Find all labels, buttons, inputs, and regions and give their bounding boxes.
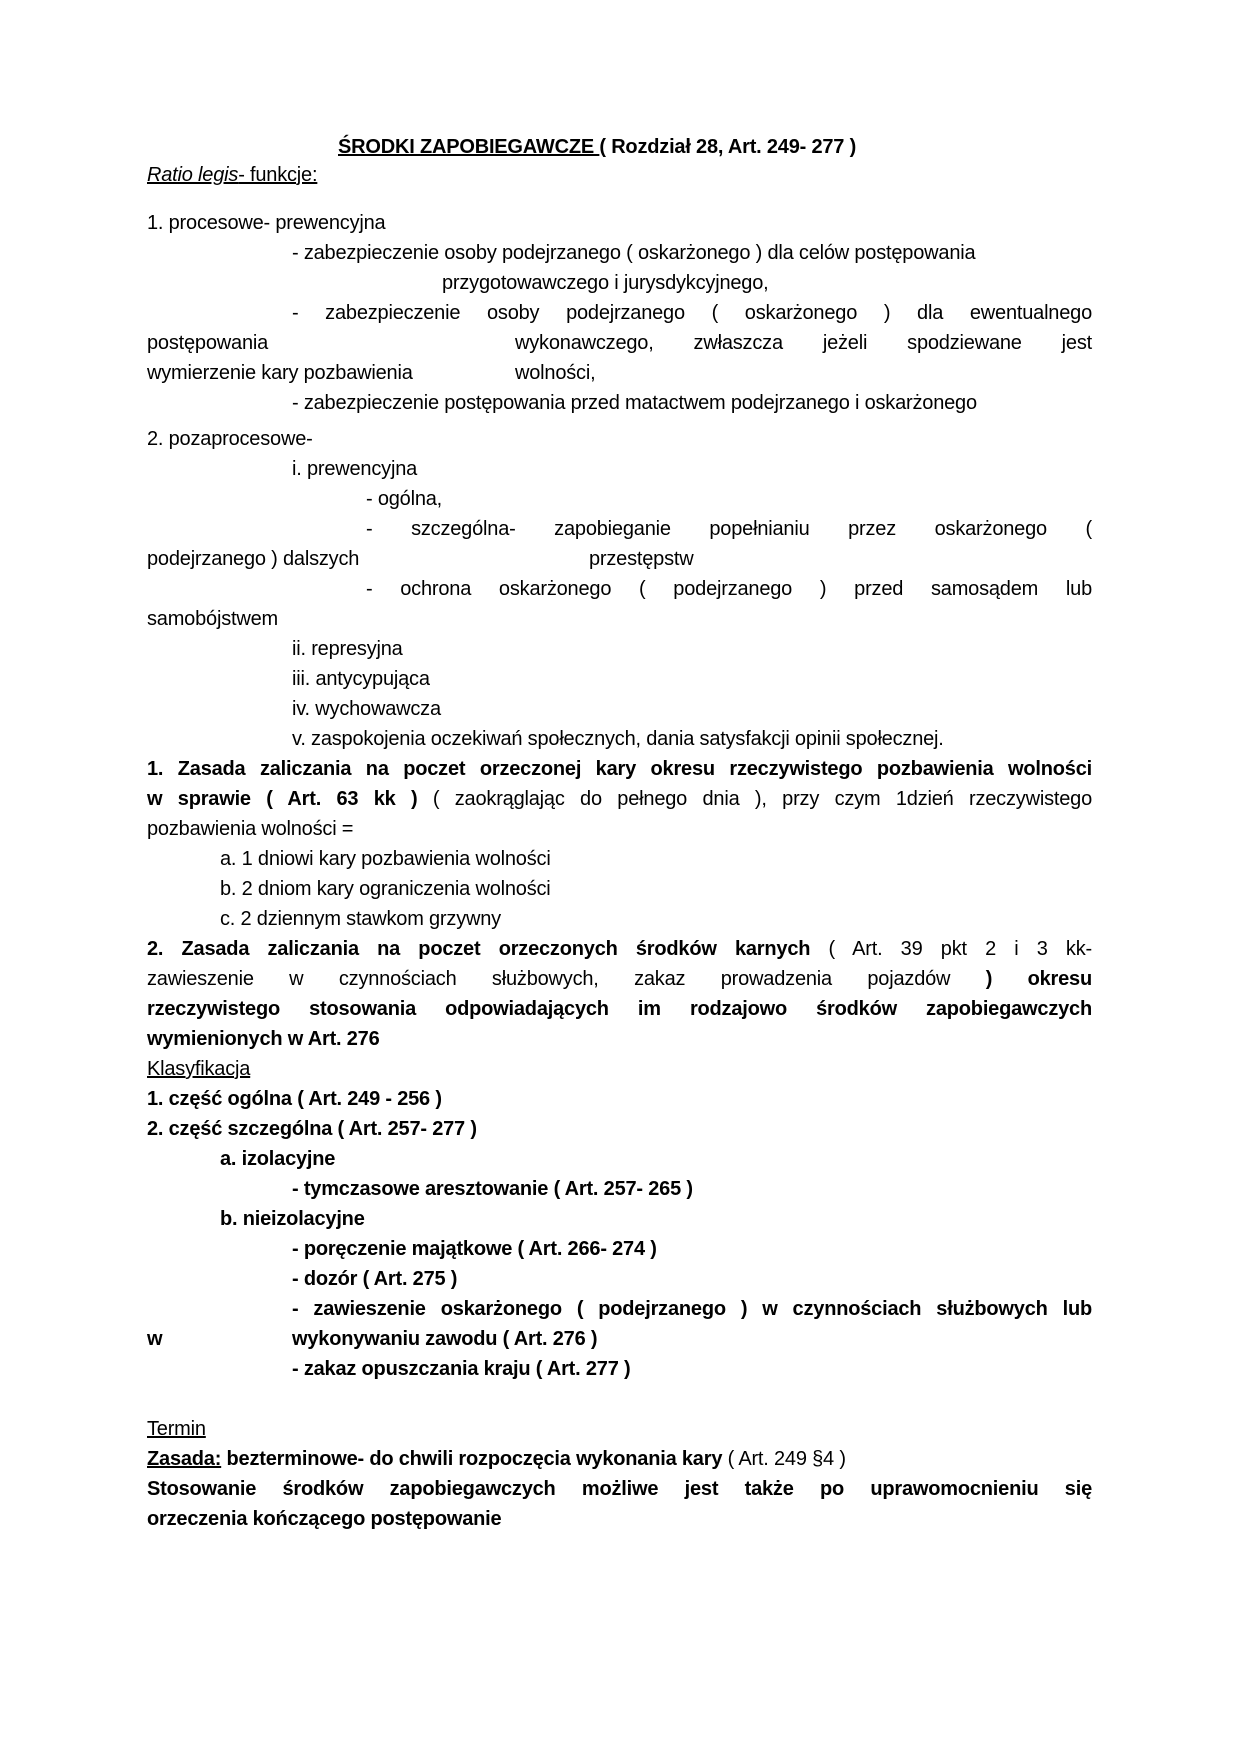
termin-stosowanie-line2: orzeczenia kończącego postępowanie [147, 1508, 502, 1530]
func-i-b2-right: przestępstw [589, 548, 694, 570]
func-i-b2-left: podejrzanego ) dalszych [147, 548, 360, 570]
zasada2-line4: wymienionych w Art. 276 [147, 1028, 380, 1050]
termin-zasada-bold: bezterminowe- do chwili rozpoczęcia wykonania kary [221, 1448, 723, 1470]
func-p2b-left: postępowania [147, 332, 269, 354]
zasada2-line3: rzeczywistego stosowania odpowiadających im rodzajowo środków zapobiegawczych [147, 998, 1092, 1020]
zasada2-line2-rest: zawieszenie w czynnościach służbowych, zakaz prowadzenia pojazdów [147, 968, 986, 990]
func-p2a: - zabezpieczenie osoby podejrzanego ( oskarżonego ) dla ewentualnego [292, 302, 1092, 324]
ratio-legis-label: Ratio legis [147, 164, 239, 186]
func-v: v. zaspokojenia oczekiwań społecznych, dania satysfakcji opinii społecznej. [292, 728, 944, 750]
zasada1-line3: pozbawienia wolności = [147, 818, 354, 840]
func-i: i. prewencyjna [292, 458, 418, 480]
klasyfikacja-heading: Klasyfikacja [147, 1058, 251, 1080]
zasada2-line1-bold: 2. Zasada zaliczania na poczet orzeczonych środków karnych [147, 938, 811, 960]
klasyfikacja-a: a. izolacyjne [220, 1148, 336, 1170]
zasada1-line2 [147, 784, 1092, 814]
func-iv: iv. wychowawcza [292, 698, 441, 720]
func-p2c-left: wymierzenie kary pozbawienia [147, 362, 413, 384]
ratio-legis-heading [147, 160, 317, 190]
title-main: ŚRODKI ZAPOBIEGAWCZE [338, 136, 600, 158]
zasada2-line1 [147, 934, 1092, 964]
func-p2b-right: wykonawczego, zwłaszcza jeżeli spodziewane jest [515, 332, 1092, 354]
klasyfikacja-b: b. nieizolacyjne [220, 1208, 365, 1230]
func-iii: iii. antycypująca [292, 668, 430, 690]
termin-heading: Termin [147, 1418, 206, 1440]
termin-zasada-rest: ( Art. 249 §4 ) [722, 1448, 846, 1470]
termin-stosowanie-line1: Stosowanie środków zapobiegawczych możliwe jest także po uprawomocnieniu się [147, 1478, 1092, 1500]
klasyfikacja-b2: - dozór ( Art. 275 ) [292, 1268, 458, 1290]
klasyfikacja-b3b: wykonywaniu zawodu ( Art. 276 ) [292, 1328, 598, 1350]
zasada1-line2-bold: w sprawie ( Art. 63 kk ) [147, 788, 418, 810]
zasada1-line1: 1. Zasada zaliczania na poczet orzeczonej kary okresu rzeczywistego pozbawienia wolności [147, 758, 1092, 780]
func-pozaprocesowe: 2. pozaprocesowe- [147, 428, 313, 450]
func-ii: ii. represyjna [292, 638, 403, 660]
func-i-c2: samobójstwem [147, 608, 278, 630]
klasyfikacja-ogolna: 1. część ogólna ( Art. 249 - 256 ) [147, 1088, 442, 1110]
func-p2c-right: wolności, [515, 362, 596, 384]
termin-zasada [147, 1444, 846, 1474]
ratio-legis-rest: - funkcje: [238, 164, 318, 186]
zasada2-line1-rest: ( Art. 39 pkt 2 i 3 kk- [810, 938, 1092, 960]
func-p1b: przygotowawczego i jurysdykcyjnego, [442, 272, 769, 294]
func-i-b1: - szczególna- zapobieganie popełnianiu przez oskarżonego ( [366, 518, 1092, 540]
termin-zasada-label: Zasada: [147, 1448, 222, 1470]
func-i-c1: - ochrona oskarżonego ( podejrzanego ) przed samosądem lub [366, 578, 1092, 600]
klasyfikacja-szczegolna: 2. część szczególna ( Art. 257- 277 ) [147, 1118, 477, 1140]
klasyfikacja-b4: - zakaz opuszczania kraju ( Art. 277 ) [292, 1358, 631, 1380]
title-sub: ( Rozdział 28, Art. 249- 277 ) [599, 136, 857, 158]
zasada1-a: a. 1 dniowi kary pozbawienia wolności [220, 848, 551, 870]
zasada1-c: c. 2 dziennym stawkom grzywny [220, 908, 501, 930]
klasyfikacja-b1: - poręczenie majątkowe ( Art. 266- 274 ) [292, 1238, 657, 1260]
zasada1-line2-rest: ( zaokrąglając do pełnego dnia ), przy czym 1dzień rzeczywistego [417, 788, 1092, 810]
klasyfikacja-b3a: - zawieszenie oskarżonego ( podejrzanego ) w czynnościach służbowych lub [292, 1298, 1092, 1320]
klasyfikacja-b3-w: w [147, 1328, 163, 1350]
document-title [338, 132, 856, 162]
func-p3: - zabezpieczenie postępowania przed matactwem podejrzanego i oskarżonego [292, 392, 977, 414]
func-i-a: - ogólna, [366, 488, 443, 510]
klasyfikacja-a1: - tymczasowe aresztowanie ( Art. 257- 265 ) [292, 1178, 693, 1200]
zasada2-line2 [147, 964, 1092, 994]
func-procesowe: 1. procesowe- prewencyjna [147, 212, 386, 234]
func-p1a: - zabezpieczenie osoby podejrzanego ( oskarżonego ) dla celów postępowania [292, 242, 976, 264]
zasada2-line2-bold: ) okresu [985, 968, 1092, 990]
zasada1-b: b. 2 dniom kary ograniczenia wolności [220, 878, 551, 900]
